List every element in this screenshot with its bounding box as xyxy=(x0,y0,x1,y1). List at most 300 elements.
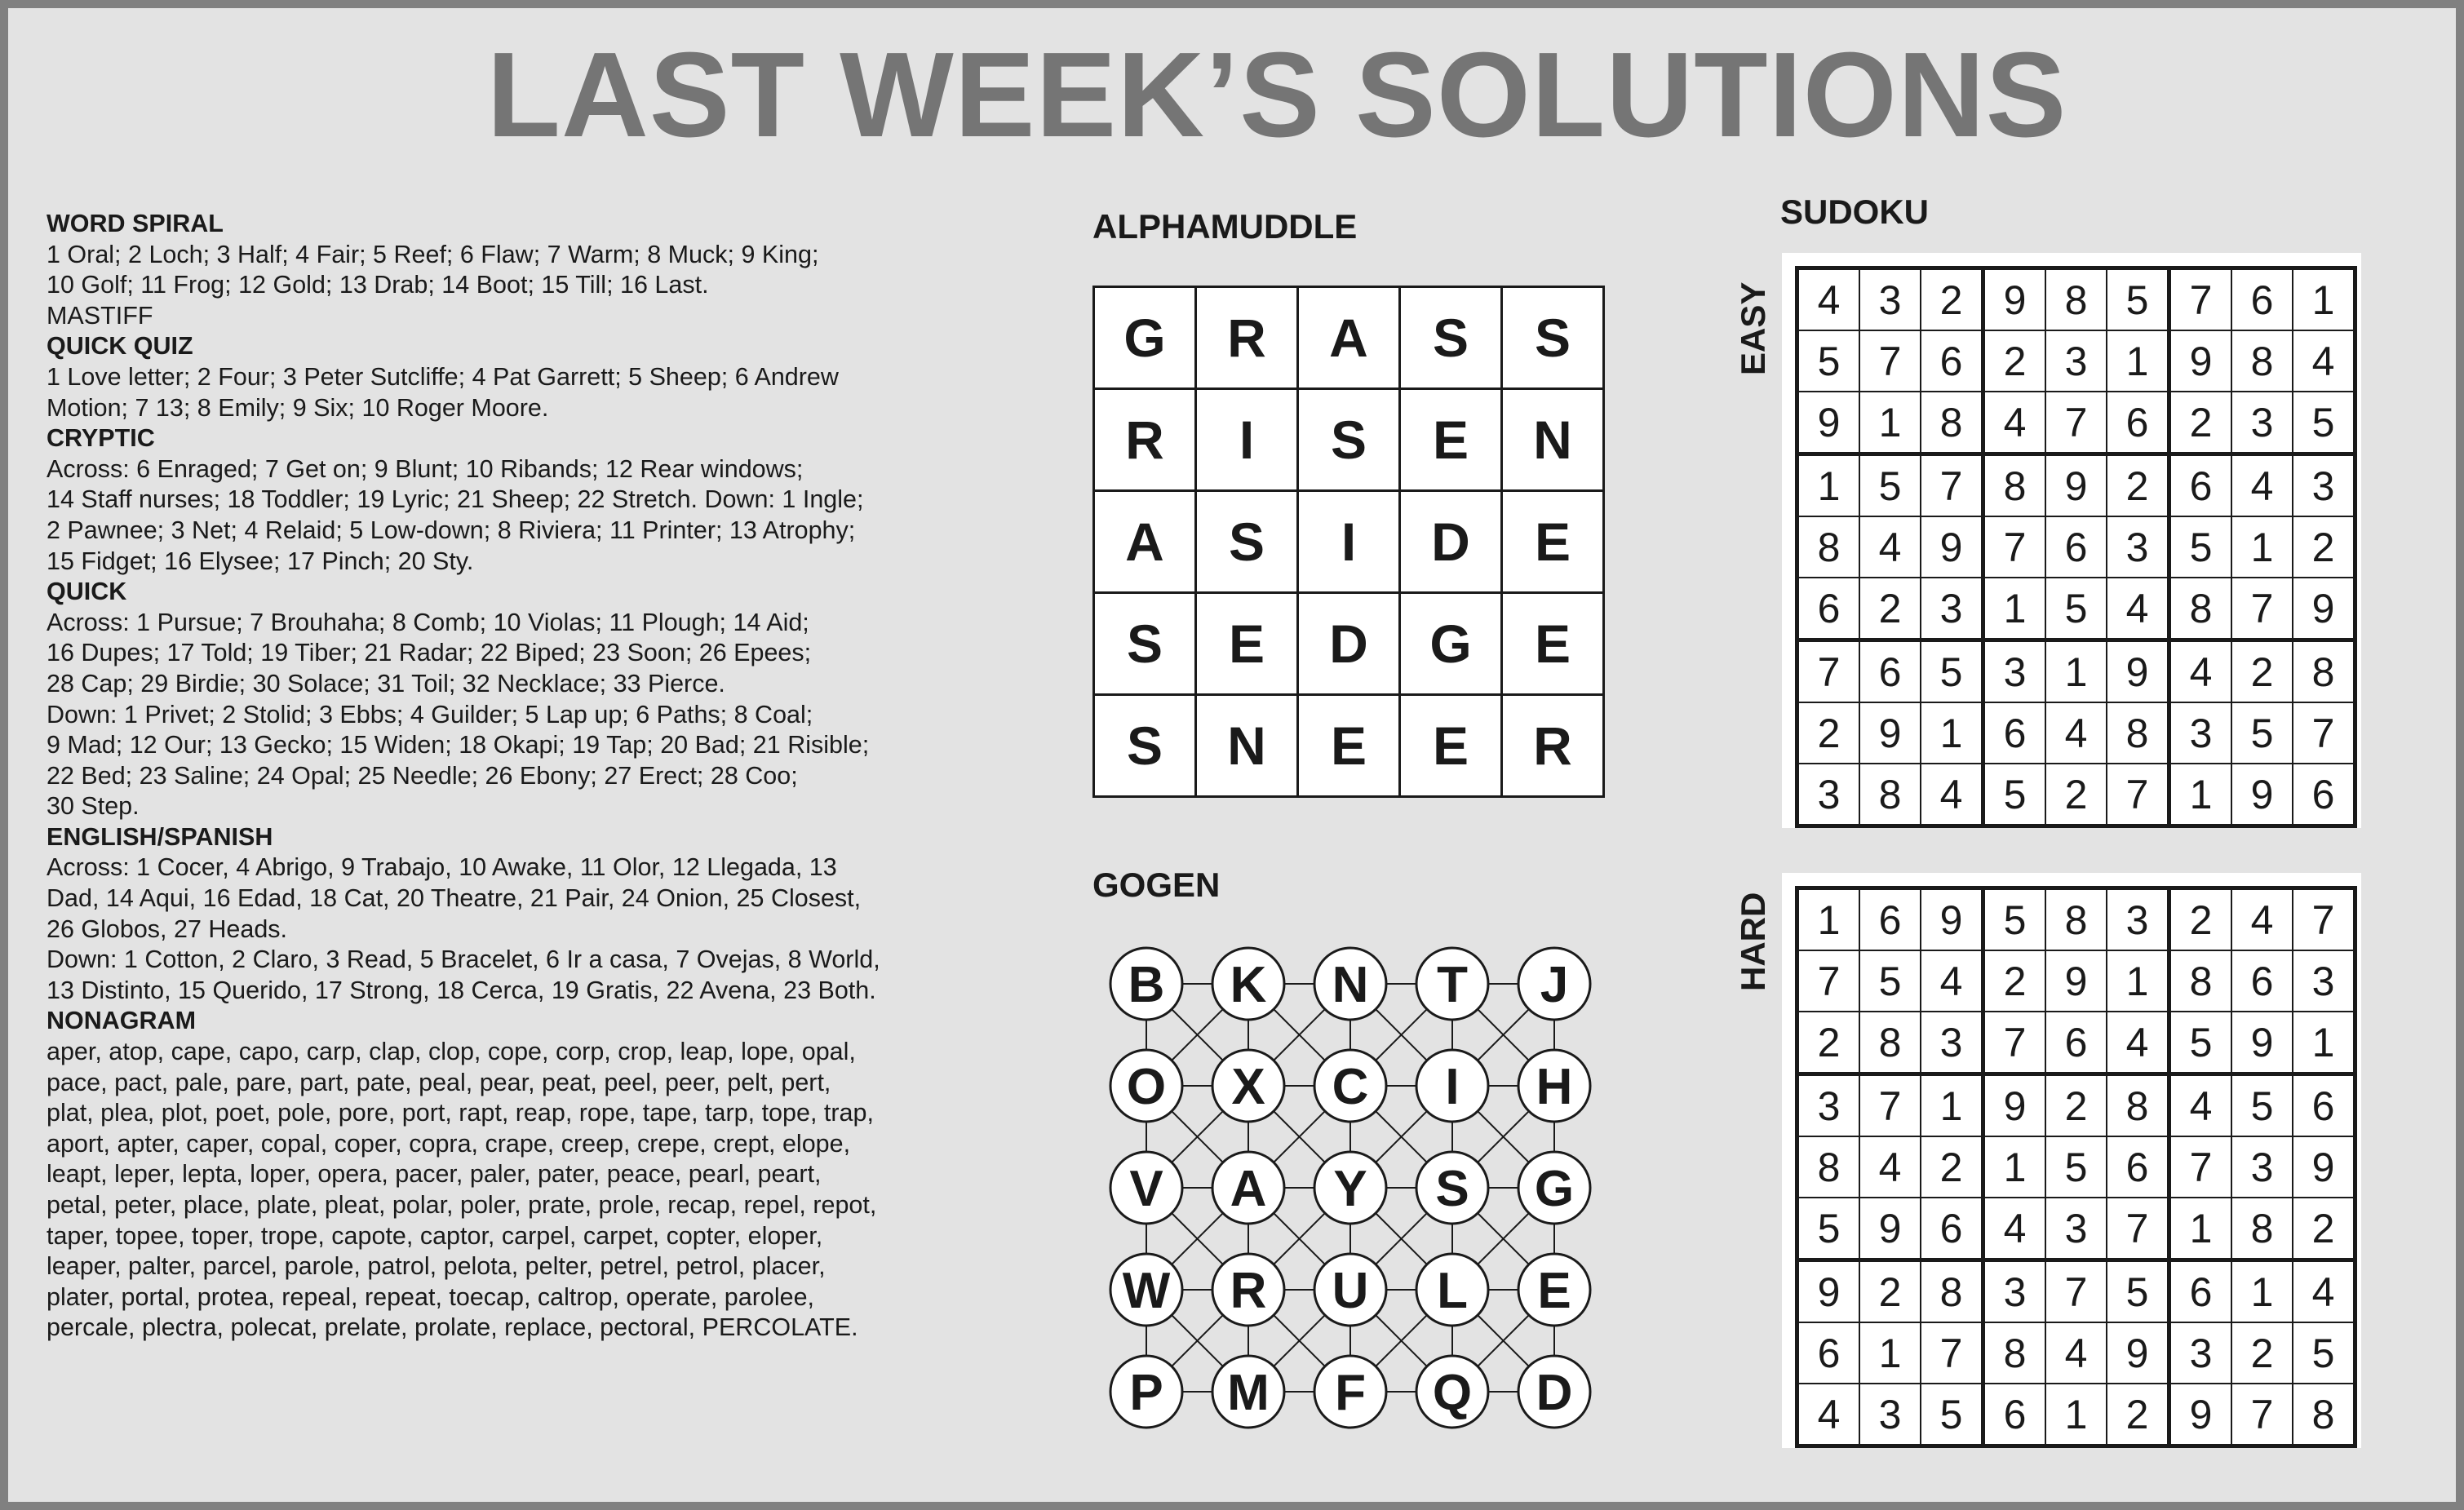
sudoku-cell: 1 xyxy=(2293,1012,2355,1074)
solution-line: pace, pact, pale, pare, part, pate, peal, pear, peat, peel, peer, pelt, pert, xyxy=(47,1068,831,1096)
sudoku-cell: 5 xyxy=(1983,888,2046,951)
grid-cell: E xyxy=(1196,593,1298,695)
sudoku-row xyxy=(1797,516,2355,578)
sudoku-cell: 5 xyxy=(1797,1198,1860,1260)
section-heading: NONAGRAM xyxy=(47,1007,196,1035)
sudoku-cell: 3 xyxy=(2231,392,2293,454)
gogen-node xyxy=(1314,1152,1386,1224)
gogen-node xyxy=(1110,1254,1182,1326)
sudoku-cell: 1 xyxy=(1983,1136,2046,1198)
sudoku-cell: 4 xyxy=(1983,1198,2046,1260)
sudoku-cell: 6 xyxy=(2169,1260,2232,1323)
gogen-node xyxy=(1314,1254,1386,1326)
sudoku-cell: 7 xyxy=(2293,888,2355,951)
sudoku-row xyxy=(1797,888,2355,951)
gogen-node xyxy=(1110,1050,1182,1122)
sudoku-cell: 4 xyxy=(2107,578,2169,640)
sudoku-row xyxy=(1797,1322,2355,1384)
sudoku-cell: 1 xyxy=(1797,888,1860,951)
grid-cell: E xyxy=(1298,695,1400,797)
sudoku-cell: 8 xyxy=(1859,764,1921,826)
solution-line: plater, portal, protea, repeal, repeat, toecap, caltrop, operate, parolee, xyxy=(47,1282,815,1311)
solution-line: Across: 6 Enraged; 7 Get on; 9 Blunt; 10 Ribands; 12 Rear windows; xyxy=(47,454,804,483)
grid-cell: N xyxy=(1196,695,1298,797)
sudoku-cell: 7 xyxy=(2293,702,2355,764)
sudoku-cell: 6 xyxy=(1921,1198,1983,1260)
gogen-letter: I xyxy=(1445,1059,1460,1115)
sudoku-cell: 5 xyxy=(2169,1012,2232,1074)
sudoku-cell: 1 xyxy=(1797,454,1860,517)
gogen-node xyxy=(1110,1356,1182,1428)
sudoku-cell: 2 xyxy=(1921,268,1983,331)
sudoku-cell: 5 xyxy=(2293,392,2355,454)
sudoku-cell: 3 xyxy=(2045,330,2107,392)
sudoku-cell: 8 xyxy=(2169,950,2232,1012)
sudoku-cell: 2 xyxy=(1797,1012,1860,1074)
sudoku-cell: 2 xyxy=(2231,640,2293,703)
sudoku-cell: 8 xyxy=(2107,1074,2169,1137)
solution-line: Across: 1 Pursue; 7 Brouhaha; 8 Comb; 10 Violas; 11 Plough; 14 Aid; xyxy=(47,608,809,636)
sudoku-cell: 8 xyxy=(2045,888,2107,951)
sudoku-grid-table xyxy=(1795,886,2357,1448)
sudoku-cell: 8 xyxy=(1921,1260,1983,1323)
gogen-letter: V xyxy=(1129,1161,1163,1217)
gogen-node xyxy=(1212,1050,1284,1122)
sudoku-cell: 7 xyxy=(1921,1322,1983,1384)
gogen-letter: W xyxy=(1122,1263,1171,1319)
sudoku-easy xyxy=(1782,253,2361,828)
text-solutions-column xyxy=(47,209,1009,1344)
sudoku-cell: 7 xyxy=(1921,454,1983,517)
sudoku-cell: 5 xyxy=(1921,1384,1983,1446)
sudoku-cell: 9 xyxy=(2231,764,2293,826)
sudoku-row xyxy=(1797,1012,2355,1074)
sudoku-cell: 9 xyxy=(2107,1322,2169,1384)
solution-line: leapt, leper, lepta, loper, opera, pacer, paler, pater, peace, pearl, peart, xyxy=(47,1160,822,1189)
solution-line: MASTIFF xyxy=(47,301,153,330)
sudoku-cell: 9 xyxy=(1983,268,2046,331)
sudoku-cell: 6 xyxy=(1797,578,1860,640)
sudoku-cell: 9 xyxy=(1797,1260,1860,1323)
sudoku-cell: 5 xyxy=(1797,330,1860,392)
section-heading: ENGLISH/SPANISH xyxy=(47,822,273,851)
sudoku-row xyxy=(1797,1198,2355,1260)
sudoku-cell: 4 xyxy=(2231,454,2293,517)
sudoku-grid-table xyxy=(1795,266,2357,828)
sudoku-cell: 4 xyxy=(2231,888,2293,951)
grid-cell: S xyxy=(1502,287,1604,389)
sudoku-cell: 6 xyxy=(2107,1136,2169,1198)
sudoku-cell: 2 xyxy=(2231,1322,2293,1384)
solution-line: plat, plea, plot, poet, pole, pore, port, rapt, reap, rope, tape, tarp, tope, trap, xyxy=(47,1099,874,1127)
gogen-node xyxy=(1518,948,1590,1020)
grid-cell: E xyxy=(1502,593,1604,695)
gogen-node xyxy=(1212,1254,1284,1326)
grid-cell: A xyxy=(1298,287,1400,389)
gogen-node xyxy=(1518,1050,1590,1122)
sudoku-cell: 5 xyxy=(2045,578,2107,640)
gogen-letter: Y xyxy=(1333,1161,1367,1217)
sudoku-row xyxy=(1797,1074,2355,1137)
sudoku-cell: 4 xyxy=(2169,1074,2232,1137)
sudoku-cell: 5 xyxy=(2231,702,2293,764)
sudoku-cell: 6 xyxy=(1983,702,2046,764)
sudoku-cell: 3 xyxy=(1797,1074,1860,1137)
grid-cell: S xyxy=(1094,593,1196,695)
gogen-letter: E xyxy=(1537,1263,1571,1319)
sudoku-cell: 3 xyxy=(2231,1136,2293,1198)
gogen-node xyxy=(1416,1050,1488,1122)
gogen-letter: M xyxy=(1227,1365,1270,1421)
sudoku-row xyxy=(1797,454,2355,517)
sudoku-cell: 6 xyxy=(2045,516,2107,578)
sudoku-cell: 7 xyxy=(1983,516,2046,578)
sudoku-cell: 7 xyxy=(1859,330,1921,392)
gogen-letter: O xyxy=(1126,1059,1167,1115)
sudoku-row xyxy=(1797,392,2355,454)
gogen-node xyxy=(1314,948,1386,1020)
sudoku-row xyxy=(1797,330,2355,392)
section-heading: CRYPTIC xyxy=(47,424,155,453)
easy-label: EASY xyxy=(1734,281,1772,375)
grid-cell: E xyxy=(1502,491,1604,593)
section-quick xyxy=(47,577,1009,822)
sudoku-cell: 2 xyxy=(2169,888,2232,951)
sudoku-cell: 9 xyxy=(1921,888,1983,951)
sudoku-cell: 8 xyxy=(1983,1322,2046,1384)
sudoku-cell: 9 xyxy=(1797,392,1860,454)
sudoku-cell: 7 xyxy=(2169,1136,2232,1198)
sudoku-cell: 9 xyxy=(2169,1384,2232,1446)
grid-cell: R xyxy=(1502,695,1604,797)
sudoku-cell: 9 xyxy=(2045,950,2107,1012)
sudoku-cell: 6 xyxy=(2231,268,2293,331)
sudoku-row xyxy=(1797,1384,2355,1446)
sudoku-cell: 4 xyxy=(2045,1322,2107,1384)
sudoku-cell: 5 xyxy=(1859,454,1921,517)
gogen-heading: GOGEN xyxy=(1092,866,1221,904)
gogen-grid xyxy=(1093,930,1599,1452)
solution-line: percale, plectra, polecat, prelate, prolate, replace, pectoral, PERCOLATE. xyxy=(47,1313,858,1342)
grid-row xyxy=(1094,695,1604,797)
sudoku-cell: 6 xyxy=(2169,454,2232,517)
gogen-node xyxy=(1416,948,1488,1020)
grid-row xyxy=(1094,491,1604,593)
sudoku-cell: 5 xyxy=(2045,1136,2107,1198)
sudoku-cell: 3 xyxy=(1859,268,1921,331)
sudoku-cell: 1 xyxy=(2293,268,2355,331)
gogen-node xyxy=(1212,1356,1284,1428)
sudoku-cell: 4 xyxy=(2107,1012,2169,1074)
hard-label: HARD xyxy=(1734,892,1772,991)
solution-line: 10 Golf; 11 Frog; 12 Gold; 13 Drab; 14 Boot; 15 Till; 16 Last. xyxy=(47,271,709,299)
solution-line: 15 Fidget; 16 Elysee; 17 Pinch; 20 Sty. xyxy=(47,547,474,575)
sudoku-cell: 7 xyxy=(2231,1384,2293,1446)
sudoku-cell: 2 xyxy=(1983,950,2046,1012)
sudoku-cell: 9 xyxy=(2231,1012,2293,1074)
solution-line: 16 Dupes; 17 Told; 19 Tiber; 21 Radar; 22 Biped; 23 Soon; 26 Epees; xyxy=(47,639,812,667)
alphamuddle-grid xyxy=(1092,286,1605,798)
sudoku-cell: 4 xyxy=(2045,702,2107,764)
gogen-letter: D xyxy=(1536,1365,1573,1421)
solution-line: Across: 1 Cocer, 4 Abrigo, 9 Trabajo, 10 Awake, 11 Olor, 12 Llegada, 13 xyxy=(47,853,837,882)
solution-line: 9 Mad; 12 Our; 13 Gecko; 15 Widen; 18 Okapi; 19 Tap; 20 Bad; 21 Risible; xyxy=(47,731,870,759)
gogen-letter: B xyxy=(1128,957,1165,1013)
sudoku-cell: 3 xyxy=(1983,640,2046,703)
gogen-node xyxy=(1518,1356,1590,1428)
solution-line: 14 Staff nurses; 18 Toddler; 19 Lyric; 21 Sheep; 22 Stretch. Down: 1 Ingle; xyxy=(47,485,864,514)
gogen-node xyxy=(1110,948,1182,1020)
solution-line: aport, apter, caper, copal, coper, copra, crape, creep, crepe, crept, elope, xyxy=(47,1129,851,1158)
sudoku-cell: 7 xyxy=(2107,764,2169,826)
sudoku-cell: 2 xyxy=(1859,1260,1921,1323)
sudoku-cell: 7 xyxy=(2045,1260,2107,1323)
gogen-letter: S xyxy=(1435,1161,1469,1217)
sudoku-cell: 6 xyxy=(2293,1074,2355,1137)
solution-line: petal, peter, place, plate, pleat, polar, poler, prate, prole, recap, repel, repot, xyxy=(47,1191,877,1219)
solution-line: 1 Oral; 2 Loch; 3 Half; 4 Fair; 5 Reef; 6 Flaw; 7 Warm; 8 Muck; 9 King; xyxy=(47,240,819,268)
sudoku-cell: 2 xyxy=(1797,702,1860,764)
sudoku-cell: 2 xyxy=(1859,578,1921,640)
grid-cell: E xyxy=(1400,389,1502,491)
gogen-letter: K xyxy=(1230,957,1267,1013)
gogen-letter: A xyxy=(1230,1161,1267,1217)
sudoku-cell: 7 xyxy=(2231,578,2293,640)
sudoku-cell: 1 xyxy=(1859,392,1921,454)
section-heading: WORD SPIRAL xyxy=(47,210,224,237)
sudoku-cell: 7 xyxy=(2107,1198,2169,1260)
sudoku-cell: 3 xyxy=(2293,950,2355,1012)
solution-line: Motion; 7 13; 8 Emily; 9 Six; 10 Roger Moore. xyxy=(47,393,549,422)
section-english-spanish xyxy=(47,822,1009,1007)
sudoku-cell: 5 xyxy=(1859,950,1921,1012)
gogen-letter: Q xyxy=(1432,1365,1473,1421)
sudoku-cell: 9 xyxy=(1859,702,1921,764)
gogen-node xyxy=(1416,1254,1488,1326)
sudoku-cell: 9 xyxy=(2045,454,2107,517)
sudoku-cell: 1 xyxy=(1859,1322,1921,1384)
sudoku-cell: 3 xyxy=(1921,1012,1983,1074)
sudoku-cell: 3 xyxy=(2107,888,2169,951)
grid-row xyxy=(1094,389,1604,491)
sudoku-cell: 1 xyxy=(2231,516,2293,578)
sudoku-cell: 8 xyxy=(1921,392,1983,454)
sudoku-cell: 5 xyxy=(1921,640,1983,703)
sudoku-cell: 6 xyxy=(2231,950,2293,1012)
sudoku-cell: 8 xyxy=(1797,516,1860,578)
sudoku-cell: 8 xyxy=(2107,702,2169,764)
gogen-letter: J xyxy=(1540,957,1569,1013)
sudoku-cell: 6 xyxy=(1797,1322,1860,1384)
sudoku-cell: 3 xyxy=(2293,454,2355,517)
sudoku-cell: 2 xyxy=(1983,330,2046,392)
sudoku-cell: 2 xyxy=(2045,1074,2107,1137)
grid-cell: I xyxy=(1298,491,1400,593)
sudoku-cell: 1 xyxy=(1921,702,1983,764)
gogen-node xyxy=(1110,1152,1182,1224)
sudoku-cell: 6 xyxy=(1921,330,1983,392)
sudoku-cell: 1 xyxy=(2169,764,2232,826)
sudoku-row xyxy=(1797,268,2355,331)
sudoku-cell: 7 xyxy=(2045,392,2107,454)
section-cryptic xyxy=(47,423,1009,577)
sudoku-cell: 8 xyxy=(2231,330,2293,392)
grid-cell: R xyxy=(1094,389,1196,491)
sudoku-cell: 1 xyxy=(1921,1074,1983,1137)
solution-line: Down: 1 Privet; 2 Stolid; 3 Ebbs; 4 Guilder; 5 Lap up; 6 Paths; 8 Coal; xyxy=(47,700,813,728)
sudoku-cell: 6 xyxy=(1983,1384,2046,1446)
gogen-node xyxy=(1416,1356,1488,1428)
sudoku-cell: 4 xyxy=(1921,950,1983,1012)
sudoku-cell: 2 xyxy=(2107,454,2169,517)
sudoku-row xyxy=(1797,764,2355,826)
grid-cell: S xyxy=(1094,695,1196,797)
solution-line: Dad, 14 Aqui, 16 Edad, 18 Cat, 20 Theatre, 21 Pair, 24 Onion, 25 Closest, xyxy=(47,884,862,913)
grid-cell: E xyxy=(1400,695,1502,797)
sudoku-cell: 6 xyxy=(1859,640,1921,703)
sudoku-cell: 5 xyxy=(2107,1260,2169,1323)
gogen-node xyxy=(1314,1356,1386,1428)
sudoku-cell: 8 xyxy=(2169,578,2232,640)
gogen-letter: L xyxy=(1437,1263,1468,1319)
solution-line: 28 Cap; 29 Birdie; 30 Solace; 31 Toil; 32 Necklace; 33 Pierce. xyxy=(47,669,725,697)
gogen-letter: N xyxy=(1332,957,1369,1013)
gogen-node xyxy=(1416,1152,1488,1224)
sudoku-cell: 3 xyxy=(2169,1322,2232,1384)
sudoku-cell: 9 xyxy=(1983,1074,2046,1137)
grid-cell: I xyxy=(1196,389,1298,491)
solution-line: taper, topee, toper, trope, capote, captor, carpel, carpet, copter, eloper, xyxy=(47,1221,823,1250)
sudoku-hard xyxy=(1782,873,2361,1448)
sudoku-row xyxy=(1797,640,2355,703)
sudoku-cell: 4 xyxy=(2293,1260,2355,1323)
solution-line: Down: 1 Cotton, 2 Claro, 3 Read, 5 Bracelet, 6 Ir a casa, 7 Ovejas, 8 World, xyxy=(47,945,880,974)
sudoku-cell: 5 xyxy=(2293,1322,2355,1384)
section-word-spiral xyxy=(47,209,1009,331)
sudoku-heading: SUDOKU xyxy=(1780,193,1930,231)
sudoku-cell: 2 xyxy=(2107,1384,2169,1446)
grid-cell: G xyxy=(1400,593,1502,695)
sudoku-cell: 9 xyxy=(2107,640,2169,703)
sudoku-cell: 1 xyxy=(2045,1384,2107,1446)
page-title: LAST WEEK’S SOLUTIONS xyxy=(486,28,2067,162)
solution-line: 30 Step. xyxy=(47,792,140,821)
section-heading: QUICK xyxy=(47,578,127,606)
section-nonagram xyxy=(47,1006,1009,1344)
sudoku-row xyxy=(1797,950,2355,1012)
sudoku-cell: 3 xyxy=(2045,1198,2107,1260)
sudoku-cell: 3 xyxy=(1983,1260,2046,1323)
sudoku-cell: 8 xyxy=(1797,1136,1860,1198)
grid-cell: R xyxy=(1196,287,1298,389)
sudoku-row xyxy=(1797,1136,2355,1198)
sudoku-cell: 7 xyxy=(2169,268,2232,331)
sudoku-cell: 8 xyxy=(2231,1198,2293,1260)
sudoku-cell: 5 xyxy=(2231,1074,2293,1137)
sudoku-row xyxy=(1797,1260,2355,1323)
grid-row xyxy=(1094,593,1604,695)
sudoku-cell: 4 xyxy=(1983,392,2046,454)
section-heading: QUICK QUIZ xyxy=(47,332,193,361)
grid-cell: S xyxy=(1298,389,1400,491)
sudoku-cell: 3 xyxy=(2169,702,2232,764)
solution-line: 2 Pawnee; 3 Net; 4 Relaid; 5 Low-down; 8 Riviera; 11 Printer; 13 Atrophy; xyxy=(47,516,856,544)
sudoku-cell: 5 xyxy=(2169,516,2232,578)
sudoku-cell: 8 xyxy=(2045,268,2107,331)
solution-line: 26 Globos, 27 Heads. xyxy=(47,914,288,943)
sudoku-cell: 4 xyxy=(1921,764,1983,826)
sudoku-cell: 5 xyxy=(1983,764,2046,826)
sudoku-cell: 8 xyxy=(2293,1384,2355,1446)
sudoku-cell: 3 xyxy=(1859,1384,1921,1446)
alphamuddle-heading: ALPHAMUDDLE xyxy=(1092,207,1358,246)
sudoku-cell: 6 xyxy=(2045,1012,2107,1074)
sudoku-cell: 2 xyxy=(2293,516,2355,578)
sudoku-cell: 6 xyxy=(1859,888,1921,951)
sudoku-cell: 1 xyxy=(2107,330,2169,392)
sudoku-cell: 8 xyxy=(1983,454,2046,517)
sudoku-cell: 2 xyxy=(1921,1136,1983,1198)
sudoku-cell: 9 xyxy=(1859,1198,1921,1260)
gogen-node xyxy=(1518,1152,1590,1224)
grid-cell: A xyxy=(1094,491,1196,593)
solution-line: aper, atop, cape, capo, carp, clap, clop, cope, corp, crop, leap, lope, opal, xyxy=(47,1038,856,1066)
gogen-letter: T xyxy=(1437,957,1468,1013)
sudoku-cell: 7 xyxy=(1859,1074,1921,1137)
sudoku-cell: 9 xyxy=(1921,516,1983,578)
sudoku-cell: 4 xyxy=(1859,1136,1921,1198)
sudoku-cell: 1 xyxy=(2107,950,2169,1012)
sudoku-cell: 1 xyxy=(2045,640,2107,703)
sudoku-cell: 5 xyxy=(2107,268,2169,331)
gogen-node xyxy=(1518,1254,1590,1326)
sudoku-cell: 1 xyxy=(1983,578,2046,640)
gogen-node xyxy=(1212,948,1284,1020)
sudoku-cell: 4 xyxy=(1797,268,1860,331)
gogen-letter: R xyxy=(1230,1263,1267,1319)
sudoku-cell: 3 xyxy=(1921,578,1983,640)
gogen-letter: F xyxy=(1335,1365,1366,1421)
grid-cell: G xyxy=(1094,287,1196,389)
sudoku-cell: 4 xyxy=(1797,1384,1860,1446)
grid-cell: N xyxy=(1502,389,1604,491)
sudoku-cell: 2 xyxy=(2045,764,2107,826)
sudoku-cell: 3 xyxy=(2107,516,2169,578)
sudoku-cell: 9 xyxy=(2169,330,2232,392)
sudoku-cell: 2 xyxy=(2293,1198,2355,1260)
grid-row xyxy=(1094,287,1604,389)
sudoku-cell: 4 xyxy=(2169,640,2232,703)
solution-line: 13 Distinto, 15 Querido, 17 Strong, 18 Cerca, 19 Gratis, 22 Avena, 23 Both. xyxy=(47,976,876,1004)
sudoku-cell: 8 xyxy=(1859,1012,1921,1074)
gogen-letter: P xyxy=(1129,1365,1163,1421)
sudoku-cell: 4 xyxy=(1859,516,1921,578)
sudoku-cell: 7 xyxy=(1797,640,1860,703)
gogen-letter: U xyxy=(1332,1263,1369,1319)
gogen-letter: X xyxy=(1231,1059,1265,1115)
sudoku-cell: 9 xyxy=(2293,1136,2355,1198)
grid-cell: D xyxy=(1400,491,1502,593)
grid-cell: D xyxy=(1298,593,1400,695)
gogen-letter: G xyxy=(1534,1161,1575,1217)
sudoku-cell: 9 xyxy=(2293,578,2355,640)
solution-line: 22 Bed; 23 Saline; 24 Opal; 25 Needle; 26 Ebony; 27 Erect; 28 Coo; xyxy=(47,761,798,790)
sudoku-row xyxy=(1797,578,2355,640)
sudoku-cell: 8 xyxy=(2293,640,2355,703)
sudoku-cell: 2 xyxy=(2169,392,2232,454)
sudoku-cell: 6 xyxy=(2293,764,2355,826)
gogen-node xyxy=(1212,1152,1284,1224)
